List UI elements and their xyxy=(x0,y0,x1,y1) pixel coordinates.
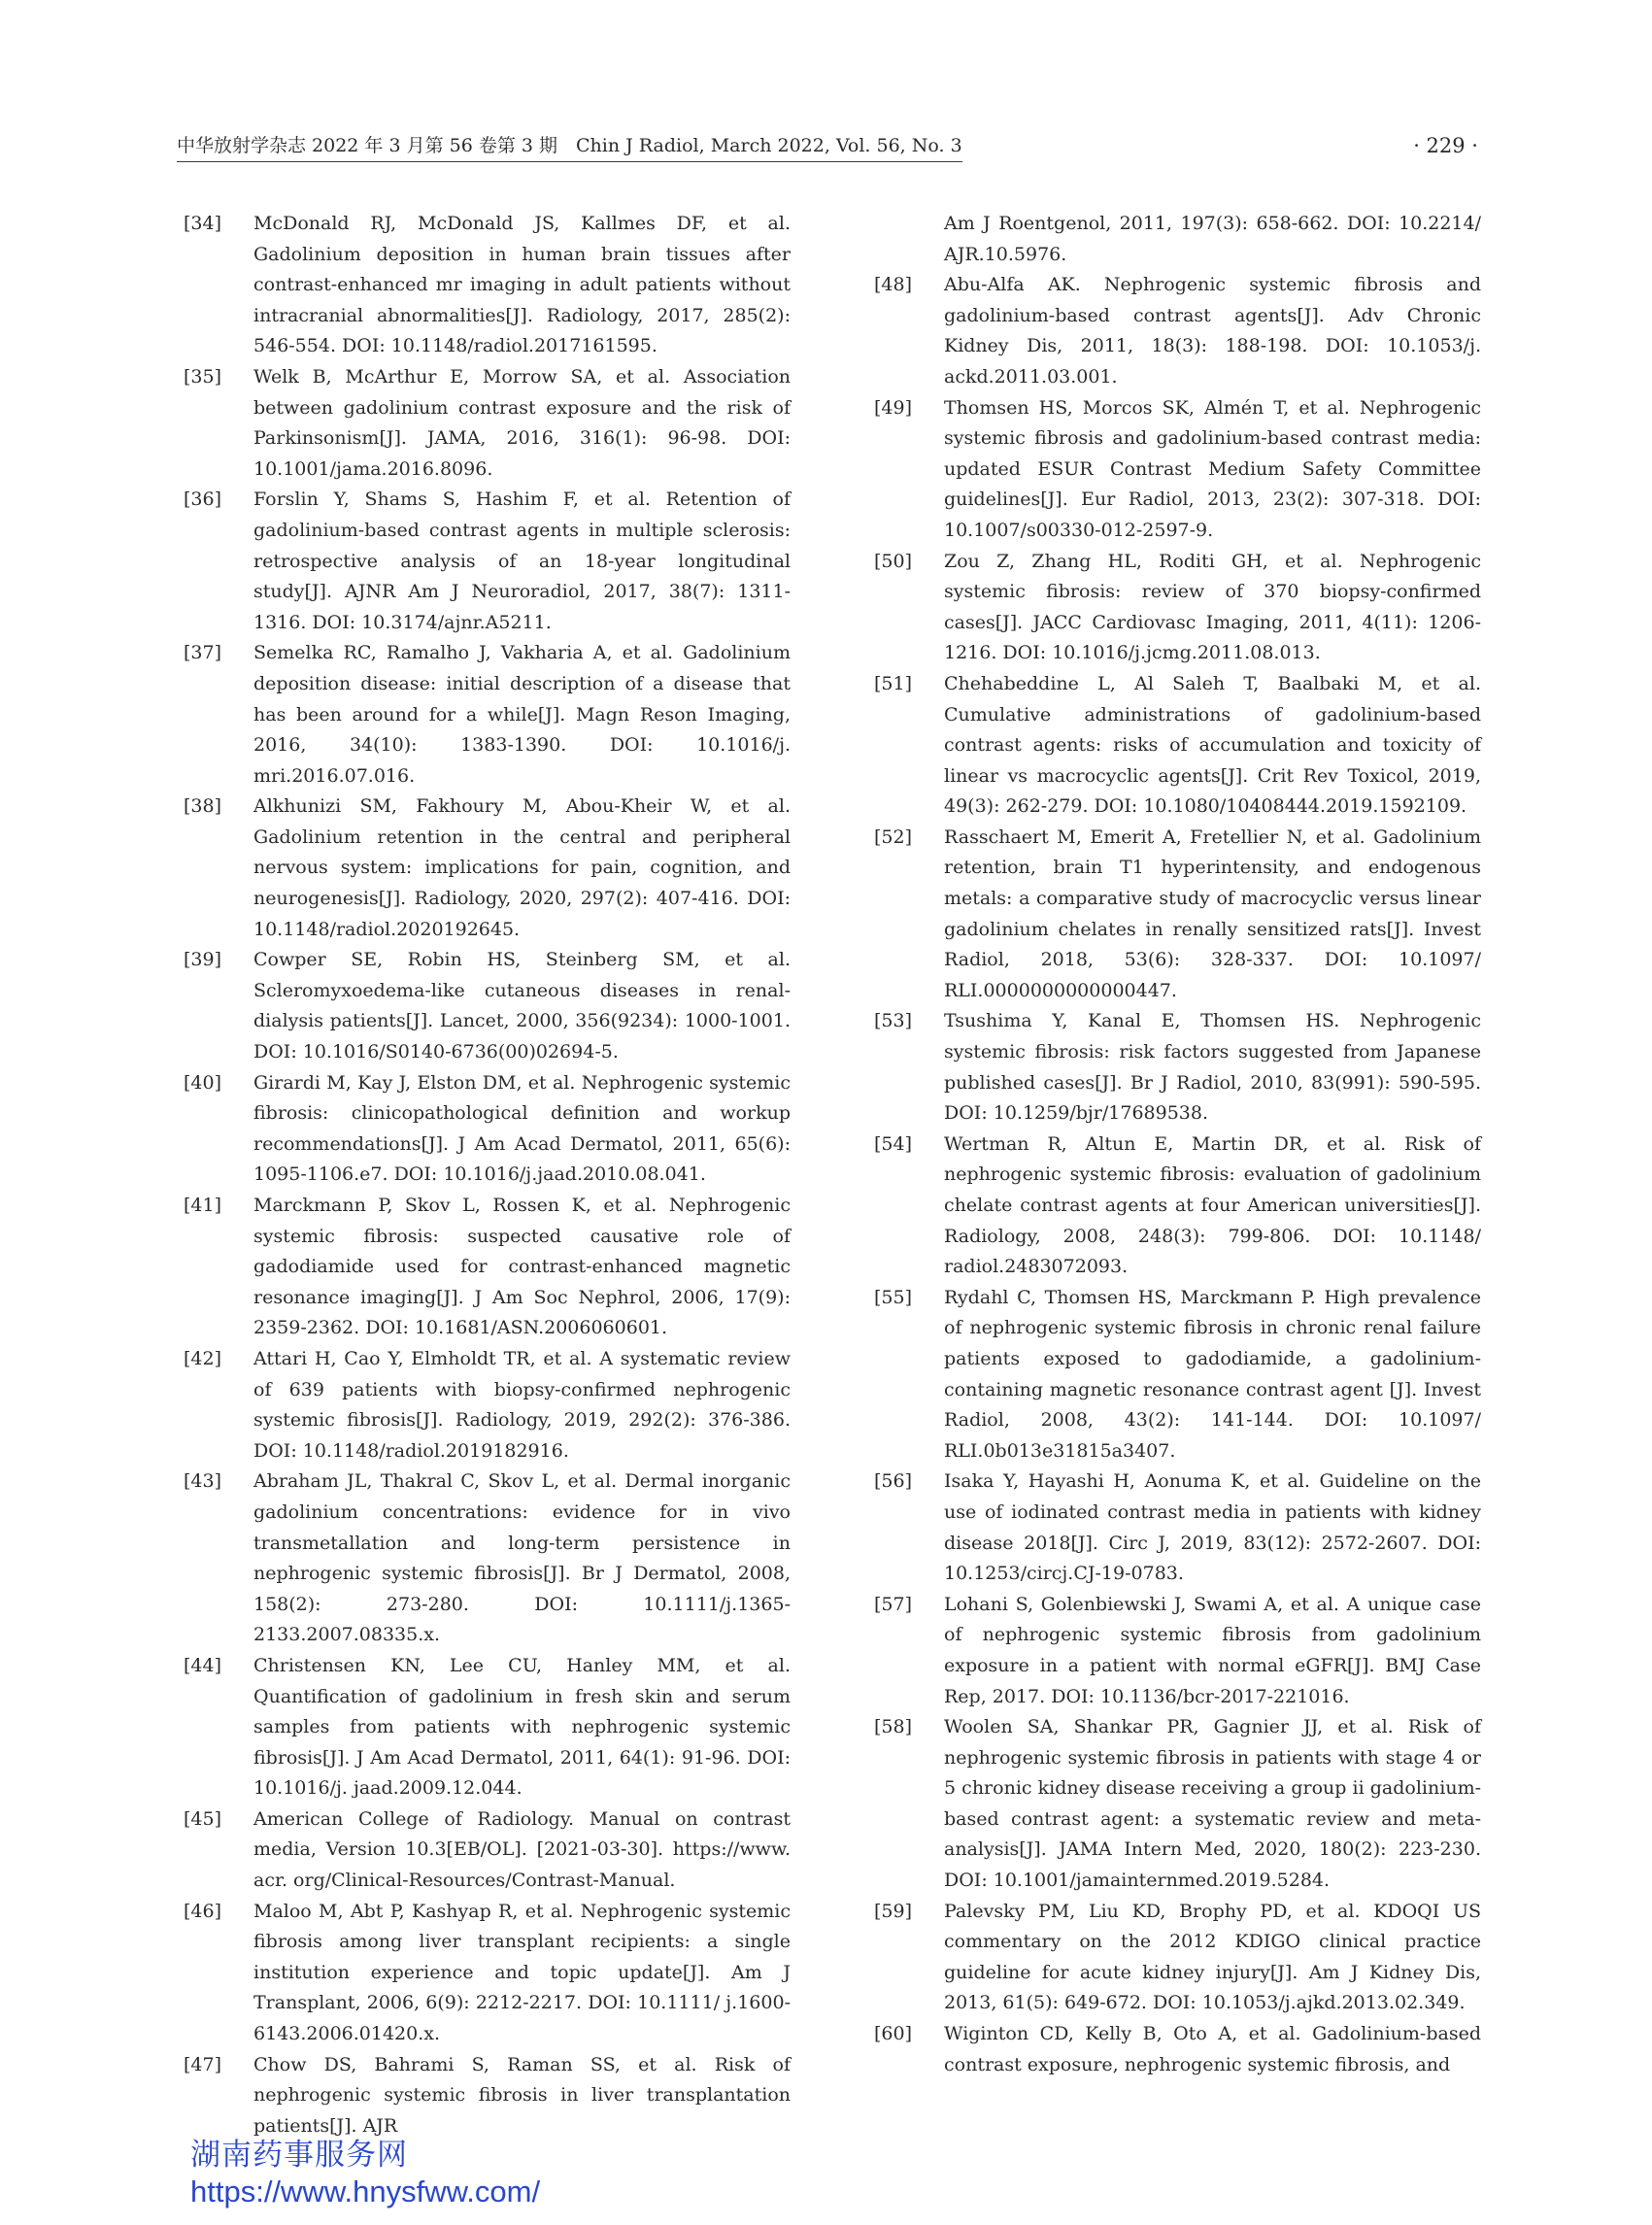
reference-text: Wertman R, Altun E, Martin DR, et al. Risk of nephrogenic systemic fibrosis: evaluation of gadolinium chelate contrast agents at four American universities[J]. Radiology, 2008, 248(3): 799-806. DOI: 10.1148/ radiol.2483072093. xyxy=(944,1132,1481,1278)
watermark-title: 湖南药事服务网 xyxy=(190,2138,408,2173)
reference-entry xyxy=(874,270,1481,392)
reference-entry xyxy=(184,1651,791,1804)
reference-text: Abraham JL, Thakral C, Skov L, et al. Dermal inorganic gadolinium concentrations: evidence for in vivo transmetallation and long-term persistence in nephrogenic systemic fibrosis[J]. Br J Dermatol, 2008, 158(2): 273-280. DOI: 10.1111/j.1365-2133.2007.08335.x. xyxy=(253,1470,791,1646)
reference-number: [46] xyxy=(184,1900,222,1922)
reference-text: Thomsen HS, Morcos SK, Almén T, et al. Nephrogenic systemic fibrosis and gadolinium-based contrast media: updated ESUR Contrast Medium Safety Committee guidelines[J]. Eur Radiol, 2013, 23(2): 307-318. DOI: 10.1007/s00330-012-2597-9. xyxy=(944,396,1481,541)
reference-text: Rasschaert M, Emerit A, Fretellier N, et al. Gadolinium retention, brain T1 hyperintensity, and endogenous metals: a comparative study of macrocyclic versus linear gadolinium chelates in renally sensitized rats[J]. Invest Radiol, 2018, 53(6): 328-337. DOI: 10.1097/ RLI.0000000000000447. xyxy=(944,826,1481,1001)
reference-text: Christensen KN, Lee CU, Hanley MM, et al. Quantification of gadolinium in fresh skin and serum samples from patients with nephrogenic systemic fibrosis[J]. J Am Acad Dermatol, 2011, 64(1): 91-96. DOI: 10.1016/j. jaad.2009.12.044. xyxy=(253,1654,791,1800)
reference-number: [34] xyxy=(184,213,222,234)
reference-entry xyxy=(184,362,791,485)
reference-entry xyxy=(874,823,1481,1007)
reference-entry xyxy=(184,1191,791,1344)
reference-entry xyxy=(874,1283,1481,1467)
reference-text: Forslin Y, Shams S, Hashim F, et al. Retention of gadolinium-based contrast agents in multiple sclerosis: retrospective analysis of an 18-year longitudinal study[J]. AJNR Am J Neuroradiol, 2017, 38(7): 1311-1316. DOI: 10.3174/ajnr.A5211. xyxy=(253,489,791,633)
reference-number: [42] xyxy=(184,1347,222,1369)
reference-text: Palevsky PM, Liu KD, Brophy PD, et al. KDOQI US commentary on the 2012 KDIGO clinical practice guideline for acute kidney injury[J]. Am J Kidney Dis, 2013, 61(5): 649-672. DOI: 10.1053/j.ajkd.2013.02.349. xyxy=(944,1900,1481,2014)
reference-entry xyxy=(874,1466,1481,1589)
reference-text: Maloo M, Abt P, Kashyap R, et al. Nephrogenic systemic fibrosis among liver transplant recipients: a single institution experience and topic update[J]. Am J Transplant, 2006, 6(9): 2212-2217. DOI: 10.1111/ j.1600-6143.2006.01420.x. xyxy=(253,1900,791,2045)
reference-entry xyxy=(874,1897,1481,2019)
reference-number: [55] xyxy=(874,1286,913,1308)
reference-text: Lohani S, Golenbiewski J, Swami A, et al. A unique case of nephrogenic systemic fibrosis from gadolinium exposure in a patient with normal eGFR[J]. BMJ Case Rep, 2017. DOI: 10.1136/bcr-2017-221016. xyxy=(944,1593,1481,1707)
reference-number: [35] xyxy=(184,365,222,388)
reference-entry xyxy=(874,669,1481,823)
reference-text: Am J Roentgenol, 2011, 197(3): 658-662. DOI: 10.2214/ AJR.10.5976. xyxy=(944,213,1481,265)
watermark-url[interactable]: https://www.hnysfww.com/ xyxy=(190,2174,541,2208)
reference-number: [37] xyxy=(184,642,222,664)
reference-number: [48] xyxy=(874,274,913,296)
reference-entry xyxy=(874,209,1481,270)
reference-text: Rydahl C, Thomsen HS, Marckmann P. High prevalence of nephrogenic systemic fibrosis in chronic renal failure patients exposed to gadodiamide, a gadolinium-containing magnetic resonance contrast agent [J]. Invest Radiol, 2008, 43(2): 141-144. DOI: 10.1097/ RLI.0b013e31815a3407. xyxy=(944,1286,1481,1462)
reference-text: Semelka RC, Ramalho J, Vakharia A, et al. Gadolinium deposition disease: initial description of a disease that has been around for a while[J]. Magn Reson Imaging, 2016, 34(10): 1383-1390. DOI: 10.1016/j. mri.2016.07.016. xyxy=(253,642,791,787)
reference-text: McDonald RJ, McDonald JS, Kallmes DF, et al. Gadolinium deposition in human brain tissues after contrast-enhanced mr imaging in adult patients without intracranial abnormalities[J]. Radiology, 2017, 285(2): 546-554. DOI: 10.1148/radiol.2017161595. xyxy=(253,213,791,357)
reference-entry xyxy=(184,792,791,945)
page-number: · 229 · xyxy=(1413,134,1478,157)
reference-entry xyxy=(184,485,791,638)
reference-number: [59] xyxy=(874,1900,913,1922)
reference-number: [57] xyxy=(874,1593,913,1615)
reference-text: Chow DS, Bahrami S, Raman SS, et al. Risk of nephrogenic systemic fibrosis in liver transplantation patients[J]. AJR xyxy=(253,2053,791,2137)
reference-number: [44] xyxy=(184,1654,222,1676)
reference-entry xyxy=(184,1466,791,1651)
reference-text: Zou Z, Zhang HL, Roditi GH, et al. Nephrogenic systemic fibrosis: review of 370 biopsy-confirmed cases[J]. JACC Cardiovasc Imaging, 2011, 4(11): 1206-1216. DOI: 10.1016/j.jcmg.2011.08.013. xyxy=(944,550,1481,664)
reference-number: [38] xyxy=(184,795,222,818)
reference-text: Woolen SA, Shankar PR, Gagnier JJ, et al. Risk of nephrogenic systemic fibrosis in patients with stage 4 or 5 chronic kidney disease receiving a group ii gadolinium-based contrast agent: a systematic review and meta-analysis[J]. JAMA Intern Med, 2020, 180(2): 223-230. DOI: 10.1001/jamainternmed.2019.5284. xyxy=(944,1716,1481,1892)
reference-number: [54] xyxy=(874,1132,913,1155)
reference-entry xyxy=(184,945,791,1067)
reference-entry xyxy=(874,1712,1481,1897)
reference-number: [39] xyxy=(184,949,222,971)
reference-entry xyxy=(184,209,791,362)
reference-text: Tsushima Y, Kanal E, Thomsen HS. Nephrogenic systemic fibrosis: risk factors suggested from Japanese published cases[J]. Br J Radiol, 2010, 83(991): 590-595. DOI: 10.1259/bjr/17689538. xyxy=(944,1010,1481,1125)
reference-text: Attari H, Cao Y, Elmholdt TR, et al. A systematic review of 639 patients with biopsy-confirmed nephrogenic systemic fibrosis[J]. Radiology, 2019, 292(2): 376-386. DOI: 10.1148/radiol.2019182916. xyxy=(253,1347,791,1462)
reference-number: [58] xyxy=(874,1716,913,1738)
reference-number: [36] xyxy=(184,489,222,511)
reference-text: Alkhunizi SM, Fakhoury M, Abou-Kheir W, et al. Gadolinium retention in the central and peripheral nervous system: implications for pain, cognition, and neurogenesis[J]. Radiology, 2020, 297(2): 407-416. DOI: 10.1148/radiol.2020192645. xyxy=(253,795,791,940)
reference-number: [51] xyxy=(874,672,913,694)
references-right-column xyxy=(874,209,1481,2080)
reference-number: [53] xyxy=(874,1010,913,1032)
reference-text: Cowper SE, Robin HS, Steinberg SM, et al. Scleromyxoedema-like cutaneous diseases in renal-dialysis patients[J]. Lancet, 2000, 356(9234): 1000-1001. DOI: 10.1016/S0140-6736(00)02694-5. xyxy=(253,949,791,1063)
reference-entry xyxy=(184,1068,791,1191)
reference-text: Isaka Y, Hayashi H, Aonuma K, et al. Guideline on the use of iodinated contrast media in patients with kidney disease 2018[J]. Circ J, 2019, 83(12): 2572-2607. DOI: 10.1253/circj.CJ-19-0783. xyxy=(944,1470,1481,1585)
reference-number: [41] xyxy=(184,1195,222,1216)
reference-number: [50] xyxy=(874,550,913,572)
reference-entry xyxy=(874,2019,1481,2080)
journal-citation: 中华放射学杂志 2022 年 3 月第 56 卷第 3 期 Chin J Radiol, March 2022, Vol. 56, No. 3 xyxy=(177,132,962,162)
reference-entry xyxy=(184,1804,791,1897)
reference-number: [52] xyxy=(874,826,913,848)
reference-number: [56] xyxy=(874,1470,913,1493)
reference-text: American College of Radiology. Manual on contrast media, Version 10.3[EB/OL]. [2021-03-30]. https://www. acr. org/Clinical-Resources/Contrast-Manual. xyxy=(253,1807,791,1892)
reference-entry xyxy=(874,1590,1481,1712)
reference-entry xyxy=(874,1129,1481,1283)
watermark xyxy=(190,2137,540,2210)
reference-text: Abu-Alfa AK. Nephrogenic systemic fibrosis and gadolinium-based contrast agents[J]. Adv Chronic Kidney Dis, 2011, 18(3): 188-198. DOI: 10.1053/j. ackd.2011.03.001. xyxy=(944,274,1481,388)
reference-entry xyxy=(184,2050,791,2142)
reference-number: [47] xyxy=(184,2053,222,2075)
reference-text: Girardi M, Kay J, Elston DM, et al. Nephrogenic systemic fibrosis: clinicopathological definition and workup recommendations[J]. J Am Acad Dermatol, 2011, 65(6): 1095-1106.e7. DOI: 10.1016/j.jaad.2010.08.041. xyxy=(253,1071,791,1186)
reference-text: Wiginton CD, Kelly B, Oto A, et al. Gadolinium-based contrast exposure, nephrogenic systemic fibrosis, and xyxy=(944,2023,1481,2075)
reference-text: Marckmann P, Skov L, Rossen K, et al. Nephrogenic systemic fibrosis: suspected causative role of gadodiamide used for contrast-enhanced magnetic resonance imaging[J]. J Am Soc Nephrol, 2006, 17(9): 2359-2362. DOI: 10.1681/ASN.2006060601. xyxy=(253,1195,791,1339)
reference-number: [40] xyxy=(184,1071,222,1094)
reference-number: [49] xyxy=(874,396,913,419)
references-left-column xyxy=(184,209,791,2141)
reference-number: [43] xyxy=(184,1470,222,1493)
reference-text: Welk B, McArthur E, Morrow SA, et al. Association between gadolinium contrast exposure and the risk of Parkinsonism[J]. JAMA, 2016, 316(1): 96-98. DOI: 10.1001/jama.2016.8096. xyxy=(253,365,791,480)
reference-number: [45] xyxy=(184,1807,222,1830)
reference-entry xyxy=(874,1006,1481,1129)
reference-number: [60] xyxy=(874,2023,913,2045)
reference-entry xyxy=(874,547,1481,669)
reference-entry xyxy=(184,638,791,792)
reference-entry xyxy=(184,1344,791,1466)
running-header xyxy=(177,132,1478,163)
reference-entry xyxy=(874,393,1481,547)
reference-entry xyxy=(184,1897,791,2050)
reference-text: Chehabeddine L, Al Saleh T, Baalbaki M, et al. Cumulative administrations of gadolinium-based contrast agents: risks of accumulation and toxicity of linear vs macrocyclic agents[J]. Crit Rev Toxicol, 2019, 49(3): 262-279. DOI: 10.1080/10408444.2019.1592109. xyxy=(944,672,1481,818)
